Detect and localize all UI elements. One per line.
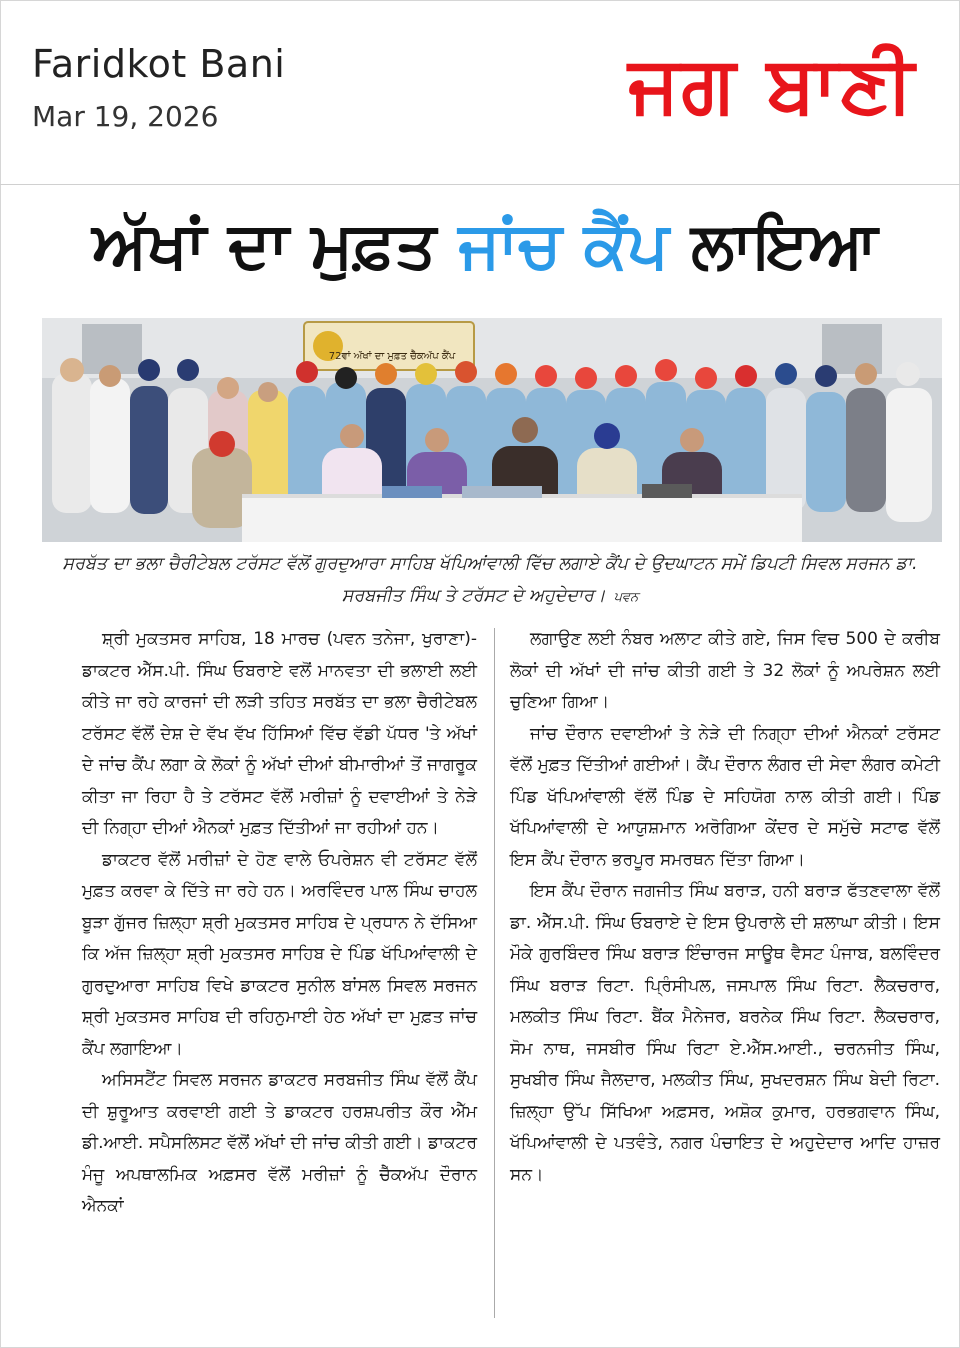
paragraph: ਲਗਾਉਣ ਲਈ ਨੰਬਰ ਅਲਾਟ ਕੀਤੇ ਗਏ, ਜਿਸ ਵਿਚ 500 ਦੇ ਕਰੀਬ ਲੋਕਾਂ ਦੀ ਅੱਖਾਂ ਦੀ ਜਾਂਚ ਕੀਤੀ ਗਈ ਤੇ 32 ਲੋਕਾਂ ਨੂੰ ਅਪਰੇਸ਼ਨ ਲਈ ਚੁਣਿਆ ਗਿਆ। [510,629,940,712]
caption-credit: ਪਵਨ [613,590,639,605]
header-divider [0,184,960,185]
paragraph: ਸ਼੍ਰੀ ਮੁਕਤਸਰ ਸਾਹਿਬ, 18 ਮਾਰਚ (ਪਵਨ ਤਨੇਜਾ, ਖੁਰਾਣਾ)-ਡਾਕਟਰ ਐੱਸ.ਪੀ. ਸਿੰਘ ਓਬਰਾਏ ਵਲੋਂ ਮਾਨਵਤਾ ਦੀ ਭਲਾਈ ਲਈ ਕੀਤੇ ਜਾ ਰਹੇ ਕਾਰਜਾਂ ਦੀ ਲੜੀ ਤਹਿਤ ਸਰਬੱਤ ਦਾ ਭਲਾ ਚੈਰੀਟੇਬਲ ਟਰੱਸਟ ਵੱਲੋਂ ਦੇਸ਼ ਦੇ ਵੱਖ ਵੱਖ ਹਿੱਸਿਆਂ ਵਿੱਚ ਵੱਡੀ ਪੱਧਰ 'ਤੇ ਅੱਖਾਂ ਦੇ ਜਾਂਚ ਕੈਂਪ ਲਗਾ ਕੇ ਲੋਕਾਂ ਨੂੰ ਅੱਖਾਂ ਦੀਆਂ ਬੀਮਾਰੀਆਂ ਤੋਂ ਜਾਗਰੂਕ ਕੀਤਾ ਜਾ ਰਿਹਾ ਹੈ ਤੇ ਟਰੱਸਟ ਵੱਲੋਂ ਮਰੀਜ਼ਾਂ ਨੂੰ ਦਵਾਈਆਂ ਤੇ ਨੇੜੇ ਦੀ ਨਿਗ੍ਹਾ ਦੀਆਂ ਐਨਕਾਂ ਮੁਫ਼ਤ ਦਿੱਤੀਆਂ ਜਾ ਰਹੀਆਂ ਹਨ। [82,629,477,838]
newspaper-logo: ਜਗ ਬਾਣੀ [628,40,916,130]
headline-part-3: ਲਾਇਆ [691,209,878,283]
column-divider [494,628,495,1318]
publication-name: Faridkot Bani [32,42,286,86]
clipping-header [0,0,960,184]
article-column-right [510,624,940,1191]
photo-caption [60,548,920,614]
caption-text: ਸਰਬੱਤ ਦਾ ਭਲਾ ਚੈਰੀਟੇਬਲ ਟਰੱਸਟ ਵੱਲੋਂ ਗੁਰਦੁਆਰਾ ਸਾਹਿਬ ਖੱਪਿਆਂਵਾਲੀ ਵਿੱਚ ਲਗਾਏ ਕੈਂਪ ਦੇ ਉਦਘਾਟਨ ਸਮੇਂ ਡਿਪਟੀ ਸਿਵਲ ਸਰਜਨ ਡਾ. ਸਰਬਜੀਤ ਸਿੰਘ ਤੇ ਟਰੱਸਟ ਦੇ ਅਹੁਦੇਦਾਰ। [62,554,918,606]
paragraph: ਇਸ ਕੈਂਪ ਦੌਰਾਨ ਜਗਜੀਤ ਸਿੰਘ ਬਰਾੜ, ਹਨੀ ਬਰਾੜ ਫੱਤਣਵਾਲਾ ਵੱਲੋਂ ਡਾ. ਐੱਸ.ਪੀ. ਸਿੰਘ ਓਬਰਾਏ ਦੇ ਇਸ ਉਪਰਾਲੇ ਦੀ ਸ਼ਲਾਘਾ ਕੀਤੀ। ਇਸ ਮੌਕੇ ਗੁਰਬਿੰਦਰ ਸਿੰਘ ਬਰਾੜ ਇੰਚਾਰਜ ਸਾਊਥ ਵੈਸਟ ਪੰਜਾਬ, ਬਲਵਿੰਦਰ ਸਿੰਘ ਬਰਾੜ ਰਿਟਾ. ਪ੍ਰਿੰਸੀਪਲ, ਜਸਪਾਲ ਸਿੰਘ ਰਿਟਾ. ਲੈਕਚਰਾਰ, ਮਲਕੀਤ ਸਿੰਘ ਰਿਟਾ. ਬੈਂਕ ਮੈਨੇਜਰ, ਬਰਨੇਕ ਸਿੰਘ ਰਿਟਾ. ਲੈਕਚਰਾਰ, ਸੋਮ ਨਾਥ, ਜਸਬੀਰ ਸਿੰਘ ਰਿਟਾ ਏ.ਐੱਸ.ਆਈ., ਚਰਨਜੀਤ ਸਿੰਘ, ਸੁਖਬੀਰ ਸਿੰਘ ਜੈਲਦਾਰ, ਮਲਕੀਤ ਸਿੰਘ, ਸੁਖਦਰਸ਼ਨ ਸਿੰਘ ਬੇਦੀ ਰਿਟਾ. ਜ਼ਿਲ੍ਹਾ ਉੱਪ ਸਿੱਖਿਆ ਅਫ਼ਸਰ, ਅਸ਼ੋਕ ਕੁਮਾਰ, ਹਰਭਗਵਾਨ ਸਿੰਘ, ਖੱਪਿਆਂਵਾਲੀ ਦੇ ਪਤਵੰਤੇ, ਨਗਰ ਪੰਚਾਇਤ ਦੇ ਅਹੁਦੇਦਾਰ ਆਦਿ ਹਾਜ਼ਰ ਸਨ। [510,881,940,1185]
article-column-left [82,624,477,1223]
paragraph: ਜਾਂਚ ਦੌਰਾਨ ਦਵਾਈਆਂ ਤੇ ਨੇੜੇ ਦੀ ਨਿਗ੍ਹਾ ਦੀਆਂ ਐਨਕਾਂ ਟਰੱਸਟ ਵੱਲੋਂ ਮੁਫ਼ਤ ਦਿੱਤੀਆਂ ਗਈਆਂ। ਕੈਂਪ ਦੌਰਾਨ ਲੰਗਰ ਦੀ ਸੇਵਾ ਲੰਗਰ ਕਮੇਟੀ ਪਿੰਡ ਖੱਪਿਆਂਵਾਲੀ ਵੱਲੋਂ ਪਿੰਡ ਦੇ ਸਹਿਯੋਗ ਨਾਲ ਕੀਤੀ ਗਈ। ਪਿੰਡ ਖੱਪਿਆਂਵਾਲੀ ਦੇ ਆਯੁਸ਼ਮਾਨ ਅਰੋਗਿਆ ਕੇਂਦਰ ਦੇ ਸਮੁੱਚੇ ਸਟਾਫ ਵੱਲੋਂ ਇਸ ਕੈਂਪ ਦੌਰਾਨ ਭਰਪੂਰ ਸਮਰਥਨ ਦਿੱਤਾ ਗਿਆ। [510,723,940,870]
paragraph: ਡਾਕਟਰ ਵੱਲੋਂ ਮਰੀਜ਼ਾਂ ਦੇ ਹੋਣ ਵਾਲੇ ਓਪਰੇਸ਼ਨ ਵੀ ਟਰੱਸਟ ਵੱਲੋਂ ਮੁਫ਼ਤ ਕਰਵਾ ਕੇ ਦਿੱਤੇ ਜਾ ਰਹੇ ਹਨ। ਅਰਵਿੰਦਰ ਪਾਲ ਸਿੰਘ ਚਾਹਲ ਬੂੜਾ ਗੁੱਜਰ ਜ਼ਿਲ੍ਹਾ ਸ਼੍ਰੀ ਮੁਕਤਸਰ ਸਾਹਿਬ ਦੇ ਪ੍ਰਧਾਨ ਨੇ ਦੱਸਿਆ ਕਿ ਅੱਜ ਜ਼ਿਲ੍ਹਾ ਸ਼੍ਰੀ ਮੁਕਤਸਰ ਸਾਹਿਬ ਦੇ ਪਿੰਡ ਖੱਪਿਆਂਵਾਲੀ ਦੇ ਗੁਰਦੁਆਰਾ ਸਾਹਿਬ ਵਿਖੇ ਡਾਕਟਰ ਸੁਨੀਲ ਬਾਂਸਲ ਸਿਵਲ ਸਰਜਨ ਸ਼੍ਰੀ ਮੁਕਤਸਰ ਸਾਹਿਬ ਦੀ ਰਹਿਨੁਮਾਈ ਹੇਠ ਅੱਖਾਂ ਦਾ ਮੁਫ਼ਤ ਜਾਂਚ ਕੈਂਪ ਲਗਾਇਆ। [82,849,477,1059]
paragraph: ਅਸਿਸਟੈਂਟ ਸਿਵਲ ਸਰਜਨ ਡਾਕਟਰ ਸਰਬਜੀਤ ਸਿੰਘ ਵੱਲੋਂ ਕੈਂਪ ਦੀ ਸ਼ੁਰੂਆਤ ਕਰਵਾਈ ਗਈ ਤੇ ਡਾਕਟਰ ਹਰਸ਼ਪਰੀਤ ਕੌਰ ਐੱਮ ਡੀ.ਆਈ. ਸਪੈਸਲਿਸਟ ਵੱਲੋਂ ਅੱਖਾਂ ਦੀ ਜਾਂਚ ਕੀਤੀ ਗਈ। ਡਾਕਟਰ ਮੰਜੂ ਅਪਥਾਲਮਿਕ ਅਫ਼ਸਰ ਵੱਲੋਂ ਮਰੀਜ਼ਾਂ ਨੂੰ ਚੈੱਕਅੱਪ ਦੌਰਾਨ ਐਨਕਾਂ [82,1070,477,1216]
headline-part-2: ਜਾਂਚ ਕੈਂਪ [458,209,669,283]
headline-part-1: ਅੱਖਾਂ ਦਾ ਮੁਫ਼ਤ [92,209,437,283]
group-photo-illustration [42,318,942,542]
article-photo [42,318,942,542]
publication-date: Mar 19, 2026 [32,100,219,133]
photo-banner-text: 72ਵਾਂ ਅੱਖਾਂ ਦਾ ਮੁਫ਼ਤ ਚੈੱਕਅੱਪ ਕੈਂਪ [328,351,456,362]
article-headline [30,208,940,285]
